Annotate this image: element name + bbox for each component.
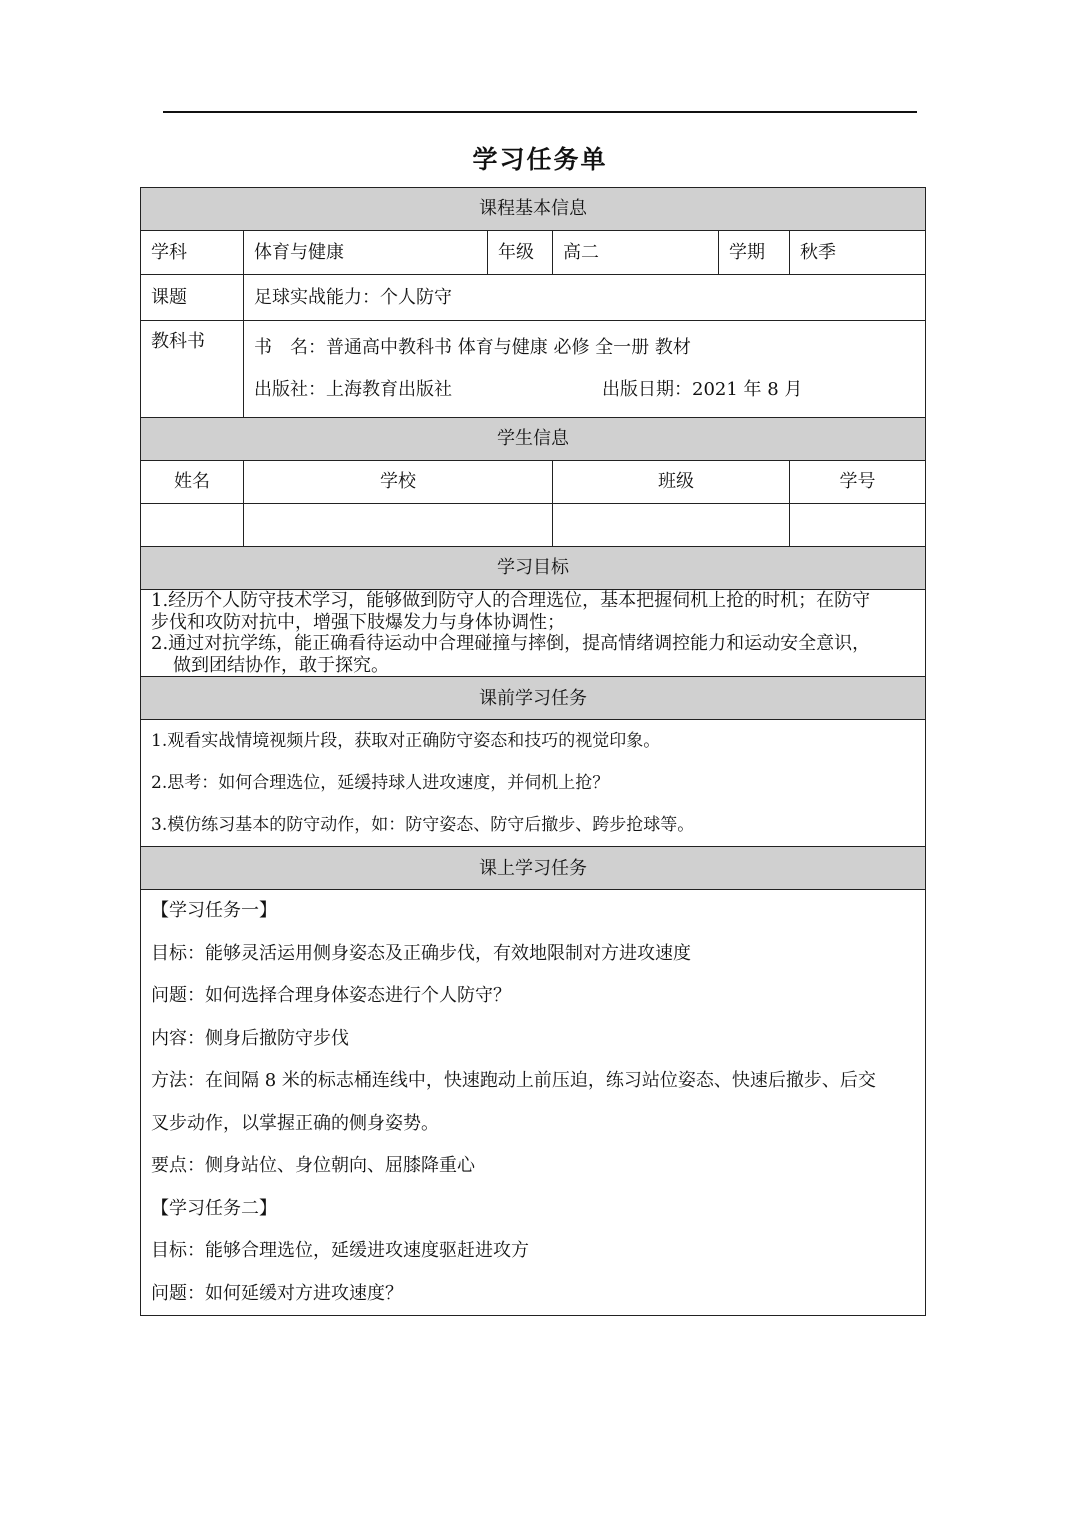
task-two-question: 问题：如何延缓对方进攻速度？ <box>151 1282 403 1304</box>
task-one-method: 方法：在间隔 8 米的标志桶连线中，快速跑动上前压迫，练习站位姿态、快速后撤步、后交 <box>151 1070 876 1092</box>
textbook-details <box>244 321 926 418</box>
objectives-header: 学习目标 <box>141 547 926 590</box>
objective-line: 1.经历个人防守技术学习，能够做到防守人的合理选位，基本把握伺机上抢的时机；在防守 <box>151 590 871 611</box>
task-one-goal: 目标：能够灵活运用侧身姿态及正确步伐，有效地限制对方进攻速度 <box>151 942 691 964</box>
textbook-publish-line <box>254 369 915 411</box>
student-school-header: 学校 <box>244 461 553 504</box>
course-info-header: 课程基本信息 <box>141 188 926 231</box>
document-title: 学习任务单 <box>472 145 608 174</box>
grade-label: 年级 <box>488 231 553 275</box>
task-one-question: 问题：如何选择合理身体姿态进行个人防守？ <box>151 985 511 1007</box>
in-class-header: 课上学习任务 <box>141 847 926 890</box>
objective-line: 步伐和攻防对抗中，增强下肢爆发力与身体协调性； <box>151 611 565 633</box>
task-one-heading: 【学习任务一】 <box>151 900 277 922</box>
student-name-cell[interactable] <box>141 504 244 547</box>
objective-line: 做到团结协作，敢于探究。 <box>173 654 389 676</box>
student-class-header: 班级 <box>553 461 790 504</box>
in-class-body <box>141 890 926 1316</box>
objectives-body <box>141 590 926 677</box>
task-one-keypoints: 要点：侧身站位、身位朝向、屈膝降重心 <box>151 1155 475 1177</box>
pre-class-task: 2.思考：如何合理选位，延缓持球人进攻速度，并伺机上抢？ <box>151 773 610 794</box>
subject-label: 学科 <box>141 231 244 275</box>
textbook-label: 教科书 <box>141 321 244 418</box>
textbook-publish-date: 出版日期：2021 年 8 月 <box>602 379 803 400</box>
task-two-goal: 目标：能够合理选位，延缓进攻速度驱赶进攻方 <box>151 1240 529 1262</box>
student-id-header: 学号 <box>790 461 926 504</box>
student-school-cell[interactable] <box>244 504 553 547</box>
task-two-heading: 【学习任务二】 <box>151 1197 277 1219</box>
task-one-method-cont: 叉步动作，以掌握正确的侧身姿势。 <box>151 1112 439 1134</box>
task-one-content: 内容：侧身后撤防守步伐 <box>151 1027 349 1049</box>
student-name-header: 姓名 <box>141 461 244 504</box>
topic-label: 课题 <box>141 275 244 321</box>
textbook-publisher: 出版社：上海教育出版社 <box>254 379 452 400</box>
pre-class-body <box>141 720 926 847</box>
term-label: 学期 <box>719 231 790 275</box>
objective-line: 2.通过对抗学练，能正确看待运动中合理碰撞与摔倒，提高情绪调控能力和运动安全意识， <box>151 633 871 655</box>
student-info-header: 学生信息 <box>141 418 926 461</box>
subject-value: 体育与健康 <box>244 231 488 275</box>
task-sheet-table <box>140 187 926 1316</box>
pre-class-task: 1.观看实战情境视频片段，获取对正确防守姿态和技巧的视觉印象。 <box>151 731 661 752</box>
pre-class-task: 3.模仿练习基本的防守动作，如：防守姿态、防守后撤步、跨步抢球等。 <box>151 815 695 836</box>
textbook-title-line: 书 名：普通高中教科书 体育与健康 必修 全一册 教材 <box>254 337 691 358</box>
student-id-cell[interactable] <box>790 504 926 547</box>
term-value: 秋季 <box>790 231 926 275</box>
topic-value: 足球实战能力：个人防守 <box>244 275 926 321</box>
grade-value: 高二 <box>553 231 719 275</box>
header-rule <box>163 111 917 113</box>
pre-class-header: 课前学习任务 <box>141 677 926 720</box>
student-class-cell[interactable] <box>553 504 790 547</box>
